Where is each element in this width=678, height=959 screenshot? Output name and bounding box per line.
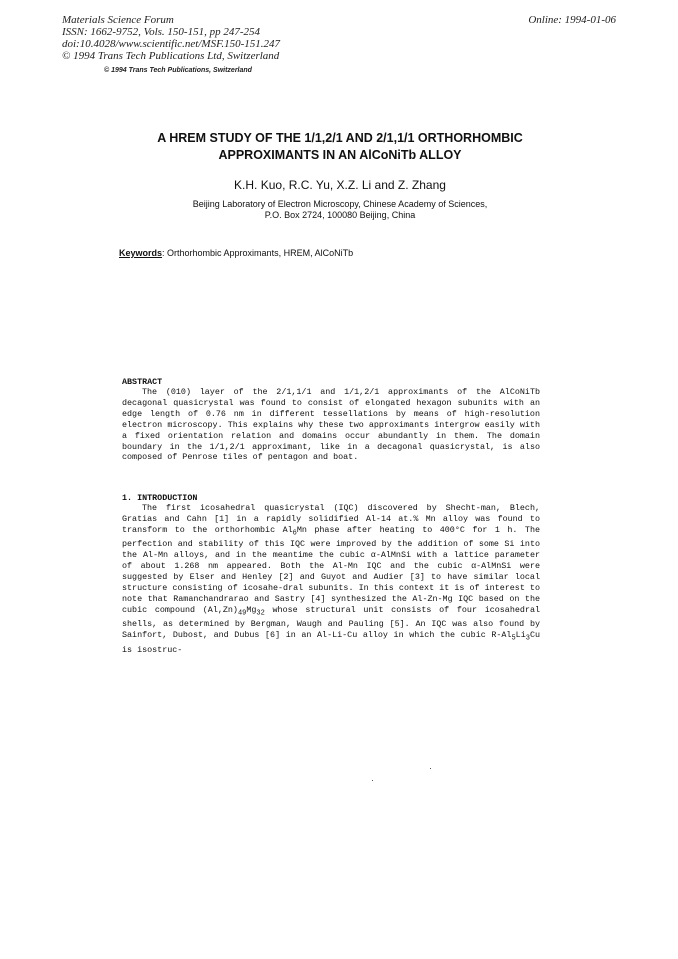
abstract-body: [122, 387, 540, 463]
doi-line: doi:10.4028/www.scientific.net/MSF.150-151.247: [62, 38, 281, 50]
introduction-heading: 1. INTRODUCTION: [122, 493, 198, 503]
publisher-copyright: © 1994 Trans Tech Publications, Switzerland: [104, 67, 252, 74]
paper-title: [120, 130, 560, 164]
abstract-paragraph: The (010) layer of the 2/1,1/1 and 1/1,2/1 approximants of the AlCoNiTb decagonal quasicrystal was found to consist of elongated hexagon subunits with an edge length of 0.76 nm in different tessellations by means of high-resolution electron microscopy. This explains why these two approximants intergrow easily with a fixed orientation relation and domains occur abundantly in them. The domain boundary in the 1/1,2/1 approximant, like in a decagonal quasicrystal, is also composed of Penrose tiles of pentagon and boat.: [122, 387, 540, 463]
keywords-text: : Orthorhombic Approximants, HREM, AlCoNiTb: [162, 248, 354, 258]
copyright-line: © 1994 Trans Tech Publications Ltd, Switzerland: [62, 50, 280, 62]
citation-block: [62, 14, 280, 62]
abstract-heading: ABSTRACT: [122, 377, 163, 387]
affiliation: [120, 199, 560, 221]
scan-speck: [430, 768, 431, 769]
journal-name: Materials Science Forum: [62, 14, 174, 26]
scan-speck: [372, 780, 373, 781]
authors: K.H. Kuo, R.C. Yu, X.Z. Li and Z. Zhang: [234, 178, 446, 192]
introduction-paragraph: The first icosahedral quasicrystal (IQC) discovered by Shecht-man, Blech, Gratias and Cahn [1] in a rapidly solidified Al-14 at.% Mn alloy was found to transform to the orthorhombic $Al_6Mn$ phase after heating to 400°C for 1 h. The perfection and stability of this IQC were improved by the addition of some Si into the Al-Mn alloys, and in the meantime the cubic α-AlMnSi with a lattice parameter of about 1.268 nm appeared. Both the Al-Mn IQC and the cubic α-AlMnSi were suggested by Elser and Henley [2] and Guyot and Audier [3] to have similar local structure consisting of icosahe-dral subunits. In this context it is of interest to note that Ramanchandrarao and Sastry [4] synthesized the Al-Zn-Mg IQC based on the cubic compound $(Al,Zn)_{49}Mg_{32}$ whose structural unit consists of four icosahedral shells, as determined by Bergman, Waugh and Pauling [5]. An IQC was also found by Sainfort, Dubost, and Dubus [6] in an Al-Li-Cu alloy in which the cubic $R-Al_5Li_3Cu$ is isostruc-: [122, 503, 541, 655]
keywords-label: Keywords: [119, 248, 163, 258]
affiliation-line-2: P.O. Box 2724, 100080 Beijing, China: [264, 210, 416, 220]
issn-line: ISSN: 1662-9752, Vols. 150-151, pp 247-254: [62, 26, 260, 38]
affiliation-line-1: Beijing Laboratory of Electron Microscopy, Chinese Academy of Sciences,: [192, 199, 488, 209]
title-line-1: A HREM STUDY OF THE 1/1,2/1 AND 2/1,1/1 ORTHORHOMBIC: [157, 131, 523, 145]
introduction-body: [122, 503, 540, 656]
online-date: Online: 1994-01-06: [528, 14, 616, 26]
keywords: [119, 248, 353, 258]
title-line-2: APPROXIMANTS IN AN AlCoNiTb ALLOY: [218, 148, 462, 162]
